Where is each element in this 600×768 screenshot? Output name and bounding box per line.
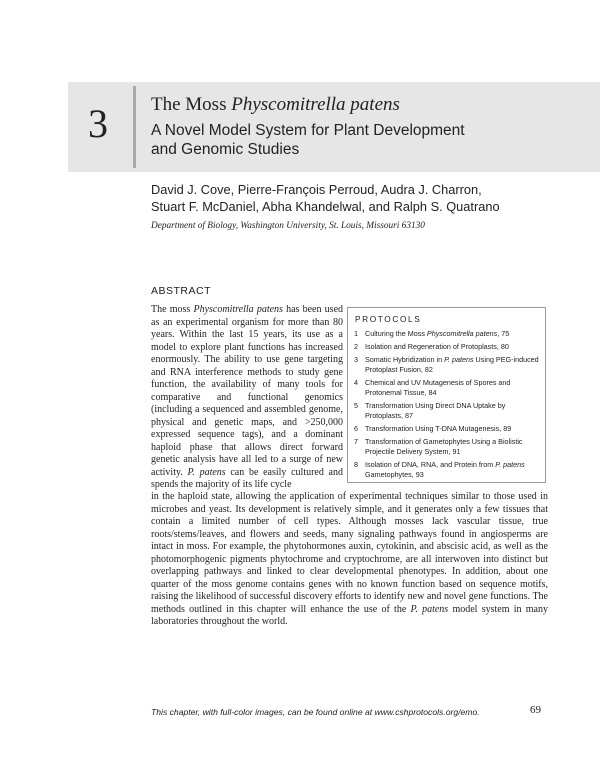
chapter-title [151, 94, 400, 116]
chapter-subtitle: A Novel Model System for Plant Development and Genomic Studies [151, 122, 465, 158]
author-line-2: Stuart F. McDaniel, Abha Khandelwal, and Ralph S. Quatrano [151, 199, 500, 214]
abstract-text-column [151, 304, 343, 492]
protocol-number: 6 [354, 424, 358, 433]
protocol-title: Isolation and Regeneration of Protoplasts, 80 [365, 342, 509, 351]
chapter-title-species: Physcomitrella patens [231, 94, 400, 115]
protocol-item [354, 424, 542, 434]
protocol-number: 7 [354, 437, 358, 446]
species-name: P. patens [410, 603, 449, 615]
abstract-text-full-width [151, 491, 548, 629]
protocols-heading: PROTOCOLS [355, 314, 422, 324]
protocol-item [354, 401, 542, 421]
abstract-heading: ABSTRACT [151, 285, 212, 297]
abstract-text: has been used as an experimental organism for more than 80 years. Within the last 15 years, its use as a model to explore plant functions has increased enormously. The ability to use gene targeting and RNA interference methods to study gene function, the availability of many tools for comparative and functional genomics (including a sequenced and assembled genome, physical and genetic maps, and >250,000 expressed sequence tags), and a dominant haploid phase that allows direct forward genetic analysis have all led to a surge of new activity. [151, 304, 344, 478]
protocol-title: Transformation of Gametophytes Using a Biolistic Projectile Delivery System, 91 [365, 437, 523, 456]
species-name: Physcomitrella patens [193, 304, 283, 315]
protocol-title: Isolation of DNA, RNA, and Protein from P. patens Gametophytes, 93 [365, 460, 525, 479]
protocol-item [354, 342, 542, 352]
protocol-list [354, 329, 542, 483]
chapter-number: 3 [88, 101, 108, 146]
author-list [151, 181, 531, 215]
protocol-number: 8 [354, 460, 358, 469]
abstract-text: model system in many laboratories throughout the world. [151, 603, 548, 627]
author-affiliation: Department of Biology, Washington University, St. Louis, Missouri 63130 [151, 221, 425, 231]
protocol-title: Chemical and UV Mutagenesis of Spores and Protonemal Tissue, 84 [365, 378, 511, 397]
abstract-paragraph-part-2 [151, 491, 548, 629]
abstract-text: can be easily cultured and spends the majority of its life cycle [151, 466, 343, 490]
protocol-item [354, 460, 542, 480]
protocol-title: Transformation Using Direct DNA Uptake by Protoplasts, 87 [365, 401, 506, 420]
protocol-item [354, 437, 542, 457]
protocol-number: 1 [354, 329, 358, 338]
page-number: 69 [530, 704, 541, 716]
protocol-title: Somatic Hybridization in P. patens Using PEG-induced Protoplast Fusion, 82 [365, 355, 539, 374]
abstract-paragraph-part-1 [151, 304, 343, 492]
protocol-number: 2 [354, 342, 358, 351]
protocol-title: Transformation Using T-DNA Mutagenesis, 89 [365, 424, 512, 433]
author-line-1: David J. Cove, Pierre-François Perroud, Audra J. Charron, [151, 182, 482, 197]
protocol-item [354, 378, 542, 398]
protocol-item [354, 329, 542, 339]
abstract-text: The moss [151, 304, 194, 315]
protocol-number: 5 [354, 401, 358, 410]
footer-online-note: This chapter, with full-color images, can be found online at www.cshprotocols.org/emo. [151, 707, 480, 717]
protocol-number: 4 [354, 378, 358, 387]
protocol-number: 3 [354, 355, 358, 364]
protocols-sidebar [347, 307, 546, 483]
abstract-text: in the haploid state, allowing the application of experimental techniques similar to those used in microbes and yeast. Its development is relatively simple, and it generates only a few tissues that contain a limited number of cell types. Although mosses lack vascular tissue, true roots/stems/leaves, and flowers and seeds, many signaling pathways found in angiosperms are intact in moss. For example, the phytohormones auxin, cytokinin, and abscisic acid, as well as the photomorphogenic pigments phytochrome and cryptochrome, are all interwoven into distinct but overlapping pathways and linked to clear developmental phenotypes. In addition, about one quarter of the moss genome contains genes with no known function based on sequence motifs, raising the likelihood of successful discovery efforts to identify new and novel gene functions. The methods outlined in this chapter will enhance the use of the [151, 491, 548, 615]
protocol-title: Culturing the Moss Physcomitrella patens, 75 [365, 329, 510, 338]
protocol-item [354, 355, 542, 375]
header-divider [133, 86, 136, 168]
chapter-title-prefix: The Moss [151, 94, 232, 115]
species-name: P. patens [187, 466, 226, 478]
